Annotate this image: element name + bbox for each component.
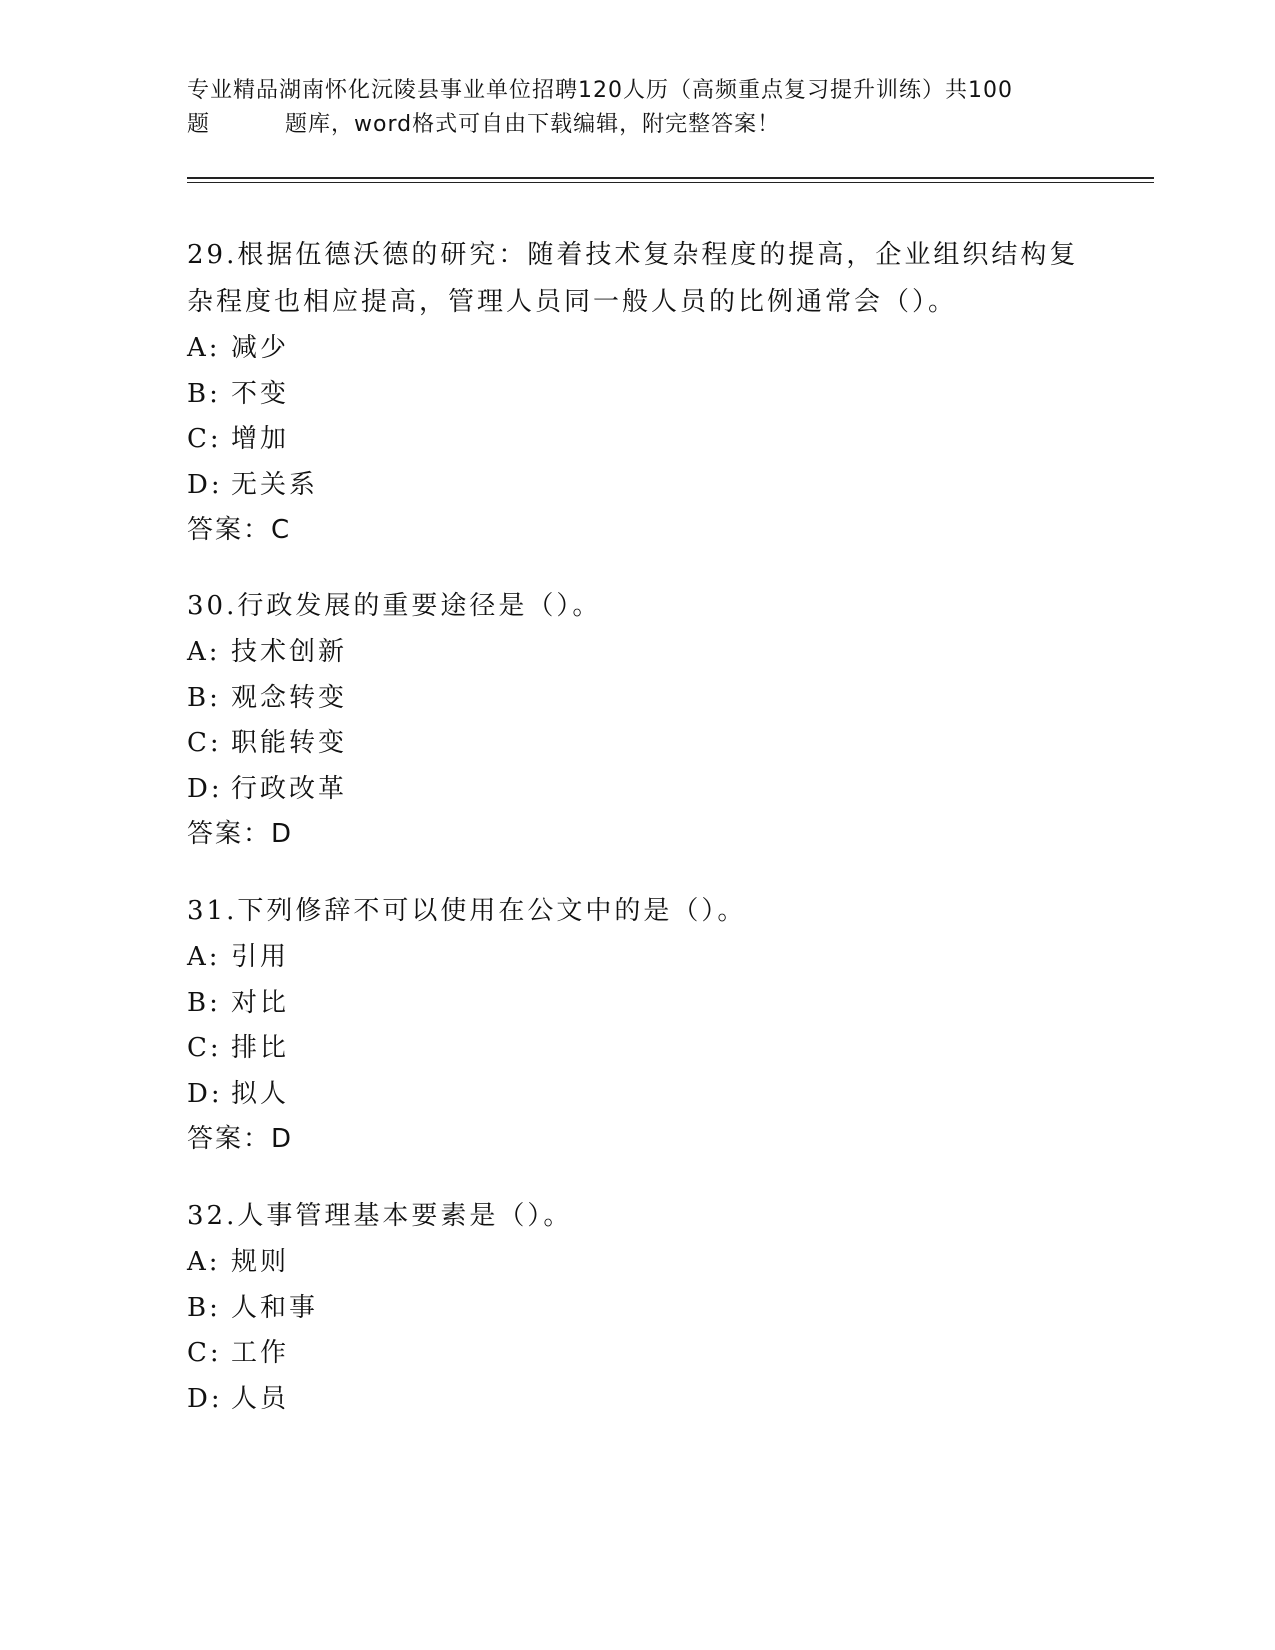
option-key: A:: [187, 942, 221, 972]
option-text: 工作: [231, 1338, 290, 1368]
option-a: [187, 935, 1087, 981]
option-key: D:: [187, 1078, 223, 1109]
option-key: B:: [187, 378, 221, 409]
option-text: 人员: [231, 1383, 290, 1414]
option-a: [187, 1240, 1087, 1286]
option-text: 无关系: [231, 469, 319, 500]
question-29: [187, 232, 1087, 554]
option-key: B:: [187, 682, 221, 713]
option-a: [187, 326, 1087, 372]
answer-line: 答案：C: [187, 515, 292, 545]
option-b: [187, 372, 1087, 418]
option-key: C:: [187, 1338, 222, 1368]
header-divider-thick: [187, 177, 1154, 179]
option-key: A:: [187, 637, 221, 667]
question-30: [187, 583, 1087, 858]
question-31: [187, 888, 1087, 1163]
question-32: [187, 1193, 1087, 1422]
option-text: 对比: [231, 987, 290, 1018]
option-c: [187, 1331, 1087, 1377]
option-key: A:: [187, 333, 221, 363]
option-key: B:: [187, 1292, 221, 1323]
option-key: A:: [187, 1247, 221, 1277]
option-b: [187, 981, 1087, 1027]
option-text: 规则: [231, 1247, 290, 1277]
option-key: D:: [187, 469, 223, 500]
option-c: [187, 1026, 1087, 1072]
option-key: B:: [187, 987, 221, 1018]
option-key: C:: [187, 1033, 222, 1063]
option-c: [187, 721, 1087, 767]
answer-line: 答案：D: [187, 819, 294, 849]
option-a: [187, 630, 1087, 676]
option-text: 人和事: [231, 1292, 319, 1323]
option-text: 引用: [231, 942, 290, 972]
option-text: 观念转变: [231, 682, 348, 713]
question-stem: 30.行政发展的重要途径是（）。: [187, 591, 602, 621]
question-stem: 31.下列修辞不可以使用在公文中的是（）。: [187, 896, 747, 926]
header-divider-thin: [187, 182, 1154, 183]
option-text: 排比: [231, 1033, 290, 1063]
option-c: [187, 417, 1087, 463]
header-line-2: [187, 108, 1087, 142]
option-key: C:: [187, 728, 222, 758]
question-stem-continued: 杂程度也相应提高，管理人员同一般人员的比例通常会（）。: [187, 287, 958, 317]
option-key: D:: [187, 1383, 223, 1414]
document-header: [187, 74, 1087, 142]
option-d: [187, 1072, 1087, 1118]
option-key: C:: [187, 424, 222, 454]
option-text: 减少: [231, 333, 290, 363]
option-text: 不变: [231, 378, 290, 409]
header-line-2-start: 题: [187, 112, 211, 137]
option-text: 增加: [231, 424, 290, 454]
option-d: [187, 1377, 1087, 1423]
header-line-2-rest: 题库，word格式可自由下载编辑，附完整答案！: [285, 112, 781, 137]
header-line-1: 专业精品湖南怀化沅陵县事业单位招聘120人历（高频重点复习提升训练）共100: [187, 78, 1013, 103]
answer-line: 答案：D: [187, 1124, 294, 1154]
option-b: [187, 676, 1087, 722]
option-d: [187, 767, 1087, 813]
question-stem: 29.根据伍德沃德的研究：随着技术复杂程度的提高，企业组织结构复: [187, 240, 1079, 270]
option-d: [187, 463, 1087, 509]
option-key: D:: [187, 773, 223, 804]
option-text: 拟人: [231, 1078, 290, 1109]
option-text: 技术创新: [231, 637, 348, 667]
option-text: 职能转变: [231, 728, 348, 758]
option-text: 行政改革: [231, 773, 348, 804]
option-b: [187, 1286, 1087, 1332]
question-stem: 32.人事管理基本要素是（）。: [187, 1201, 573, 1231]
